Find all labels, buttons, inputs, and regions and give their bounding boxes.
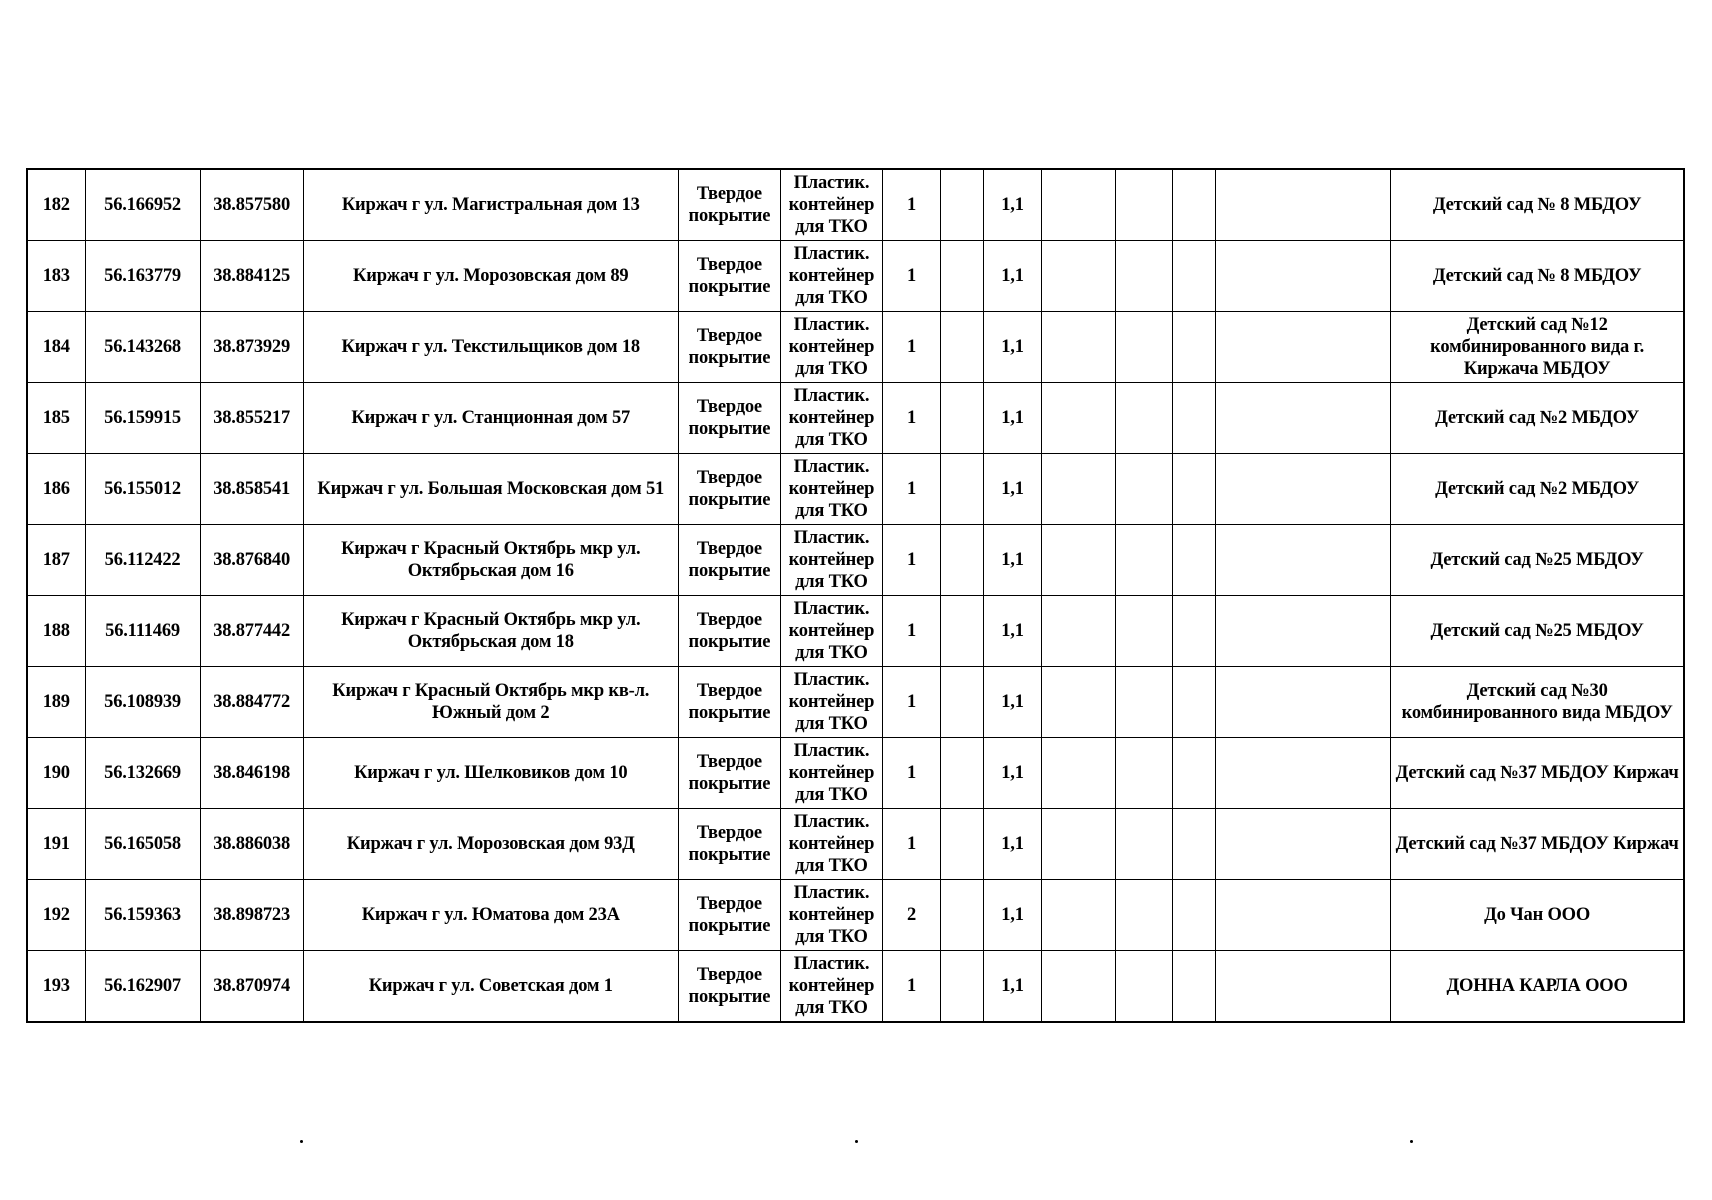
- surface-type: Твердое покрытие: [678, 454, 780, 525]
- row-number: 183: [27, 241, 85, 312]
- address: Киржач г ул. Морозовская дом 89: [303, 241, 678, 312]
- empty-cell: [1216, 738, 1391, 809]
- owner: Детский сад №37 МБДОУ Киржач: [1391, 809, 1684, 880]
- latitude: 56.159363: [85, 880, 200, 951]
- row-number: 188: [27, 596, 85, 667]
- owner: Детский сад № 8 МБДОУ: [1391, 241, 1684, 312]
- empty-cell: [1216, 525, 1391, 596]
- container-volume: 1,1: [984, 667, 1042, 738]
- surface-type: Твердое покрытие: [678, 241, 780, 312]
- container-volume: 1,1: [984, 738, 1042, 809]
- container-type: Пластик. контейнер для ТКО: [780, 809, 882, 880]
- empty-cell: [1116, 312, 1173, 383]
- container-type: Пластик. контейнер для ТКО: [780, 241, 882, 312]
- table-row: [27, 951, 1684, 1023]
- row-number: 192: [27, 880, 85, 951]
- table-row: [27, 880, 1684, 951]
- address: Киржач г ул. Советская дом 1: [303, 951, 678, 1023]
- container-type: Пластик. контейнер для ТКО: [780, 667, 882, 738]
- container-count: 1: [882, 525, 940, 596]
- empty-cell: [940, 383, 983, 454]
- surface-type: Твердое покрытие: [678, 667, 780, 738]
- empty-cell: [1216, 809, 1391, 880]
- table-row: [27, 596, 1684, 667]
- container-type: Пластик. контейнер для ТКО: [780, 312, 882, 383]
- empty-cell: [1116, 738, 1173, 809]
- empty-cell: [1042, 809, 1116, 880]
- empty-cell: [1173, 596, 1216, 667]
- table-row: [27, 312, 1684, 383]
- empty-cell: [940, 454, 983, 525]
- table-row: [27, 667, 1684, 738]
- empty-cell: [1173, 809, 1216, 880]
- container-type: Пластик. контейнер для ТКО: [780, 383, 882, 454]
- surface-type: Твердое покрытие: [678, 809, 780, 880]
- address: Киржач г ул. Морозовская дом 93Д: [303, 809, 678, 880]
- empty-cell: [1216, 312, 1391, 383]
- empty-cell: [1116, 809, 1173, 880]
- empty-cell: [940, 738, 983, 809]
- container-count: 1: [882, 383, 940, 454]
- empty-cell: [1116, 454, 1173, 525]
- container-type: Пластик. контейнер для ТКО: [780, 169, 882, 241]
- empty-cell: [1042, 383, 1116, 454]
- address: Киржач г ул. Большая Московская дом 51: [303, 454, 678, 525]
- address: Киржач г ул. Текстильщиков дом 18: [303, 312, 678, 383]
- owner: ДОННА КАРЛА ООО: [1391, 951, 1684, 1023]
- container-count: 1: [882, 241, 940, 312]
- table-row: [27, 454, 1684, 525]
- longitude: 38.857580: [200, 169, 303, 241]
- surface-type: Твердое покрытие: [678, 596, 780, 667]
- empty-cell: [940, 241, 983, 312]
- table-row: [27, 809, 1684, 880]
- row-number: 190: [27, 738, 85, 809]
- longitude: 38.877442: [200, 596, 303, 667]
- container-volume: 1,1: [984, 169, 1042, 241]
- latitude: 56.111469: [85, 596, 200, 667]
- row-number: 193: [27, 951, 85, 1023]
- empty-cell: [1116, 951, 1173, 1023]
- empty-cell: [1116, 596, 1173, 667]
- container-type: Пластик. контейнер для ТКО: [780, 880, 882, 951]
- empty-cell: [1173, 880, 1216, 951]
- latitude: 56.132669: [85, 738, 200, 809]
- longitude: 38.873929: [200, 312, 303, 383]
- row-number: 185: [27, 383, 85, 454]
- empty-cell: [1042, 312, 1116, 383]
- empty-cell: [1116, 169, 1173, 241]
- empty-cell: [1173, 667, 1216, 738]
- empty-cell: [1173, 312, 1216, 383]
- surface-type: Твердое покрытие: [678, 951, 780, 1023]
- surface-type: Твердое покрытие: [678, 525, 780, 596]
- row-number: 191: [27, 809, 85, 880]
- latitude: 56.155012: [85, 454, 200, 525]
- container-count: 1: [882, 596, 940, 667]
- empty-cell: [1116, 525, 1173, 596]
- empty-cell: [1042, 596, 1116, 667]
- container-count: 1: [882, 169, 940, 241]
- empty-cell: [1116, 241, 1173, 312]
- empty-cell: [1216, 667, 1391, 738]
- empty-cell: [1116, 880, 1173, 951]
- longitude: 38.884772: [200, 667, 303, 738]
- empty-cell: [1042, 951, 1116, 1023]
- row-number: 187: [27, 525, 85, 596]
- surface-type: Твердое покрытие: [678, 383, 780, 454]
- latitude: 56.162907: [85, 951, 200, 1023]
- container-count: 1: [882, 951, 940, 1023]
- owner: Детский сад № 8 МБДОУ: [1391, 169, 1684, 241]
- empty-cell: [1216, 951, 1391, 1023]
- address: Киржач г ул. Шелковиков дом 10: [303, 738, 678, 809]
- surface-type: Твердое покрытие: [678, 738, 780, 809]
- container-type: Пластик. контейнер для ТКО: [780, 951, 882, 1023]
- empty-cell: [940, 596, 983, 667]
- latitude: 56.165058: [85, 809, 200, 880]
- empty-cell: [940, 312, 983, 383]
- empty-cell: [1116, 667, 1173, 738]
- page-mark: [300, 1140, 303, 1143]
- latitude: 56.112422: [85, 525, 200, 596]
- container-count: 1: [882, 738, 940, 809]
- container-type: Пластик. контейнер для ТКО: [780, 454, 882, 525]
- empty-cell: [1173, 169, 1216, 241]
- address: Киржач г Красный Октябрь мкр кв-л. Южный дом 2: [303, 667, 678, 738]
- empty-cell: [1216, 169, 1391, 241]
- empty-cell: [1216, 383, 1391, 454]
- empty-cell: [1042, 880, 1116, 951]
- container-volume: 1,1: [984, 241, 1042, 312]
- container-type: Пластик. контейнер для ТКО: [780, 596, 882, 667]
- surface-type: Твердое покрытие: [678, 880, 780, 951]
- container-volume: 1,1: [984, 809, 1042, 880]
- empty-cell: [1042, 525, 1116, 596]
- empty-cell: [940, 809, 983, 880]
- table-row: [27, 241, 1684, 312]
- empty-cell: [1173, 525, 1216, 596]
- latitude: 56.143268: [85, 312, 200, 383]
- latitude: 56.159915: [85, 383, 200, 454]
- longitude: 38.858541: [200, 454, 303, 525]
- container-count: 1: [882, 454, 940, 525]
- address: Киржач г ул. Станционная дом 57: [303, 383, 678, 454]
- empty-cell: [940, 525, 983, 596]
- container-volume: 1,1: [984, 596, 1042, 667]
- address: Киржач г Красный Октябрь мкр ул. Октябрьская дом 16: [303, 525, 678, 596]
- container-volume: 1,1: [984, 312, 1042, 383]
- empty-cell: [940, 667, 983, 738]
- row-number: 186: [27, 454, 85, 525]
- row-number: 184: [27, 312, 85, 383]
- row-number: 182: [27, 169, 85, 241]
- latitude: 56.163779: [85, 241, 200, 312]
- latitude: 56.108939: [85, 667, 200, 738]
- empty-cell: [1042, 667, 1116, 738]
- empty-cell: [940, 951, 983, 1023]
- empty-cell: [1216, 880, 1391, 951]
- owner: Детский сад №37 МБДОУ Киржач: [1391, 738, 1684, 809]
- longitude: 38.876840: [200, 525, 303, 596]
- empty-cell: [1116, 383, 1173, 454]
- empty-cell: [1173, 454, 1216, 525]
- container-volume: 1,1: [984, 383, 1042, 454]
- empty-cell: [1042, 454, 1116, 525]
- address: Киржач г ул. Юматова дом 23А: [303, 880, 678, 951]
- empty-cell: [1042, 241, 1116, 312]
- table-row: [27, 738, 1684, 809]
- owner: Детский сад №12 комбинированного вида г. Киржача МБДОУ: [1391, 312, 1684, 383]
- address: Киржач г Красный Октябрь мкр ул. Октябрьская дом 18: [303, 596, 678, 667]
- longitude: 38.898723: [200, 880, 303, 951]
- container-count: 1: [882, 312, 940, 383]
- container-type: Пластик. контейнер для ТКО: [780, 525, 882, 596]
- owner: Детский сад №30 комбинированного вида МБДОУ: [1391, 667, 1684, 738]
- longitude: 38.884125: [200, 241, 303, 312]
- longitude: 38.886038: [200, 809, 303, 880]
- table-row: [27, 383, 1684, 454]
- container-sites-table: [26, 168, 1685, 1023]
- latitude: 56.166952: [85, 169, 200, 241]
- empty-cell: [1173, 383, 1216, 454]
- container-count: 1: [882, 809, 940, 880]
- surface-type: Твердое покрытие: [678, 312, 780, 383]
- container-volume: 1,1: [984, 951, 1042, 1023]
- row-number: 189: [27, 667, 85, 738]
- owner: До Чан ООО: [1391, 880, 1684, 951]
- table-body: [27, 169, 1684, 1022]
- table-row: [27, 525, 1684, 596]
- empty-cell: [1216, 241, 1391, 312]
- longitude: 38.846198: [200, 738, 303, 809]
- owner: Детский сад №2 МБДОУ: [1391, 454, 1684, 525]
- longitude: 38.855217: [200, 383, 303, 454]
- owner: Детский сад №25 МБДОУ: [1391, 596, 1684, 667]
- table-row: [27, 169, 1684, 241]
- address: Киржач г ул. Магистральная дом 13: [303, 169, 678, 241]
- owner: Детский сад №2 МБДОУ: [1391, 383, 1684, 454]
- empty-cell: [1042, 169, 1116, 241]
- empty-cell: [1042, 738, 1116, 809]
- container-volume: 1,1: [984, 525, 1042, 596]
- empty-cell: [1173, 951, 1216, 1023]
- page-mark: [1410, 1140, 1413, 1143]
- owner: Детский сад №25 МБДОУ: [1391, 525, 1684, 596]
- empty-cell: [1216, 454, 1391, 525]
- container-volume: 1,1: [984, 454, 1042, 525]
- container-volume: 1,1: [984, 880, 1042, 951]
- container-count: 1: [882, 667, 940, 738]
- surface-type: Твердое покрытие: [678, 169, 780, 241]
- longitude: 38.870974: [200, 951, 303, 1023]
- container-type: Пластик. контейнер для ТКО: [780, 738, 882, 809]
- empty-cell: [1173, 738, 1216, 809]
- empty-cell: [940, 169, 983, 241]
- empty-cell: [1173, 241, 1216, 312]
- empty-cell: [940, 880, 983, 951]
- empty-cell: [1216, 596, 1391, 667]
- page-mark: [855, 1140, 858, 1143]
- container-count: 2: [882, 880, 940, 951]
